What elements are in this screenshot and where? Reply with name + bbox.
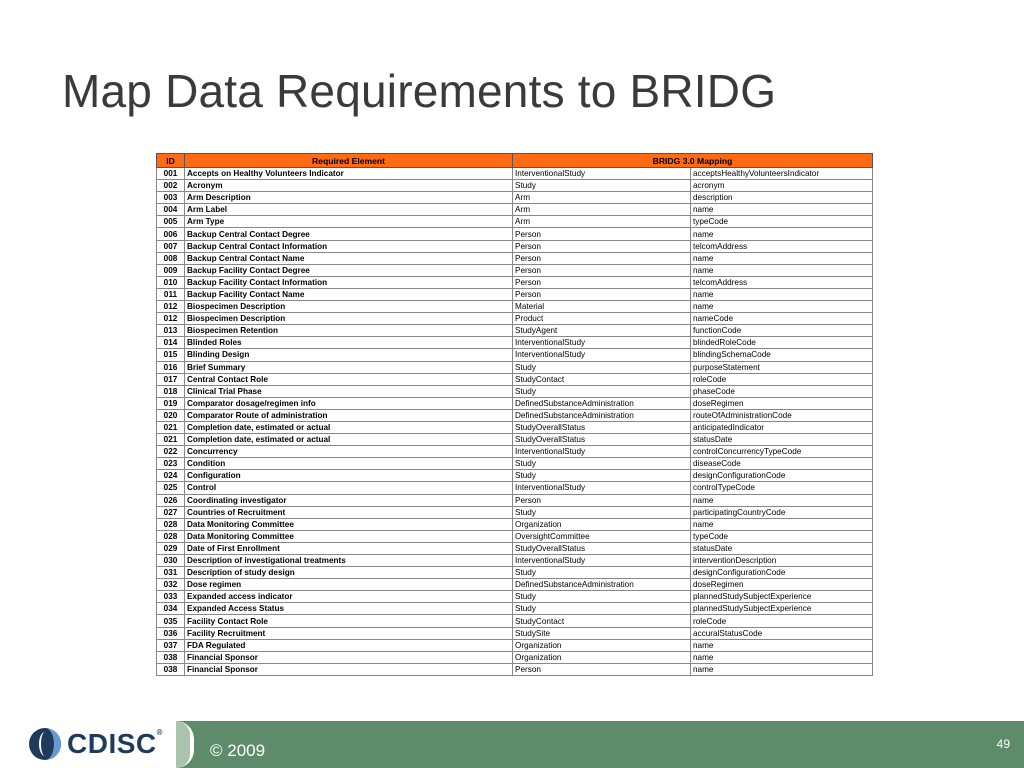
cell-id: 028 — [157, 518, 185, 530]
cell-bridg-attribute: name — [691, 651, 873, 663]
table-body — [157, 168, 873, 676]
cell-bridg-class: Person — [513, 288, 691, 300]
cell-id: 002 — [157, 180, 185, 192]
cell-id: 026 — [157, 494, 185, 506]
cell-bridg-class: DefinedSubstanceAdministration — [513, 579, 691, 591]
table-row — [157, 361, 873, 373]
cell-id: 004 — [157, 204, 185, 216]
table-row — [157, 506, 873, 518]
cell-required-element: FDA Regulated — [185, 639, 513, 651]
cell-bridg-attribute: blindedRoleCode — [691, 337, 873, 349]
cell-id: 032 — [157, 579, 185, 591]
cell-bridg-class: Study — [513, 470, 691, 482]
cell-bridg-attribute: controlTypeCode — [691, 482, 873, 494]
table-row — [157, 192, 873, 204]
cell-id: 012 — [157, 301, 185, 313]
cdisc-logo-text: CDISC® — [67, 728, 164, 759]
cell-bridg-class: StudyAgent — [513, 325, 691, 337]
cell-required-element: Backup Central Contact Name — [185, 252, 513, 264]
cell-bridg-attribute: name — [691, 228, 873, 240]
table-row — [157, 651, 873, 663]
cell-id: 007 — [157, 240, 185, 252]
cell-bridg-class: StudyOverallStatus — [513, 421, 691, 433]
table-row — [157, 518, 873, 530]
cell-required-element: Completion date, estimated or actual — [185, 421, 513, 433]
table-row — [157, 482, 873, 494]
cell-required-element: Financial Sponsor — [185, 651, 513, 663]
cell-bridg-class: Person — [513, 264, 691, 276]
cell-bridg-class: InterventionalStudy — [513, 168, 691, 180]
cell-id: 009 — [157, 264, 185, 276]
table-row — [157, 276, 873, 288]
cell-required-element: Blinding Design — [185, 349, 513, 361]
cell-bridg-class: OversightCommittee — [513, 530, 691, 542]
cell-required-element: Arm Label — [185, 204, 513, 216]
cell-id: 028 — [157, 530, 185, 542]
cell-id: 036 — [157, 627, 185, 639]
cell-bridg-class: Person — [513, 252, 691, 264]
cell-bridg-attribute: name — [691, 264, 873, 276]
cell-bridg-attribute: roleCode — [691, 373, 873, 385]
cell-bridg-attribute: designConfigurationCode — [691, 470, 873, 482]
table-row — [157, 264, 873, 276]
cell-bridg-attribute: statusDate — [691, 434, 873, 446]
cell-bridg-class: Study — [513, 180, 691, 192]
footer-band — [178, 721, 1024, 768]
cell-required-element: Financial Sponsor — [185, 663, 513, 675]
cell-id: 035 — [157, 615, 185, 627]
mapping-table — [156, 153, 873, 676]
cell-required-element: Coordinating investigator — [185, 494, 513, 506]
cell-bridg-attribute: roleCode — [691, 615, 873, 627]
table-row — [157, 216, 873, 228]
table-row — [157, 409, 873, 421]
table-row — [157, 313, 873, 325]
cell-bridg-attribute: name — [691, 301, 873, 313]
table-row — [157, 421, 873, 433]
cell-id: 031 — [157, 567, 185, 579]
cell-bridg-class: InterventionalStudy — [513, 337, 691, 349]
cell-id: 024 — [157, 470, 185, 482]
cell-bridg-attribute: controlConcurrencyTypeCode — [691, 446, 873, 458]
cell-id: 006 — [157, 228, 185, 240]
cell-required-element: Configuration — [185, 470, 513, 482]
cell-bridg-class: InterventionalStudy — [513, 446, 691, 458]
cell-bridg-attribute: blindingSchemaCode — [691, 349, 873, 361]
table-row — [157, 252, 873, 264]
cell-required-element: Expanded Access Status — [185, 603, 513, 615]
cell-bridg-class: Study — [513, 385, 691, 397]
cell-bridg-attribute: routeOfAdministrationCode — [691, 409, 873, 421]
cell-bridg-attribute: name — [691, 639, 873, 651]
cell-required-element: Comparator dosage/regimen info — [185, 397, 513, 409]
cell-bridg-class: Product — [513, 313, 691, 325]
cell-required-element: Condition — [185, 458, 513, 470]
cell-bridg-class: Person — [513, 276, 691, 288]
cell-bridg-class: Arm — [513, 192, 691, 204]
cell-bridg-class: StudyContact — [513, 373, 691, 385]
footer-copyright: © 2009 — [210, 741, 266, 760]
cell-id: 033 — [157, 591, 185, 603]
cell-bridg-class: StudySite — [513, 627, 691, 639]
table-row — [157, 615, 873, 627]
cell-bridg-class: InterventionalStudy — [513, 555, 691, 567]
cell-bridg-class: Material — [513, 301, 691, 313]
cell-bridg-class: Person — [513, 494, 691, 506]
cell-bridg-class: Organization — [513, 651, 691, 663]
table-row — [157, 385, 873, 397]
cell-bridg-attribute: acronym — [691, 180, 873, 192]
cell-id: 025 — [157, 482, 185, 494]
cell-bridg-class: InterventionalStudy — [513, 482, 691, 494]
cell-required-element: Countries of Recruitment — [185, 506, 513, 518]
cell-bridg-attribute: acceptsHealthyVolunteersIndicator — [691, 168, 873, 180]
table-row — [157, 494, 873, 506]
cell-required-element: Blinded Roles — [185, 337, 513, 349]
cell-bridg-attribute: statusDate — [691, 542, 873, 554]
cell-id: 016 — [157, 361, 185, 373]
cell-bridg-attribute: nameCode — [691, 313, 873, 325]
table-row — [157, 470, 873, 482]
cell-required-element: Acronym — [185, 180, 513, 192]
cell-id: 013 — [157, 325, 185, 337]
cell-required-element: Biospecimen Description — [185, 313, 513, 325]
cell-bridg-class: Study — [513, 458, 691, 470]
table-row — [157, 555, 873, 567]
cell-required-element: Concurrency — [185, 446, 513, 458]
cell-id: 003 — [157, 192, 185, 204]
table-row — [157, 639, 873, 651]
footer-divider-accent — [176, 721, 190, 768]
table-row — [157, 168, 873, 180]
cell-bridg-attribute: name — [691, 252, 873, 264]
cell-id: 029 — [157, 542, 185, 554]
cell-required-element: Brief Summary — [185, 361, 513, 373]
cell-bridg-class: Person — [513, 663, 691, 675]
slide-title: Map Data Requirements to BRIDG — [62, 65, 777, 117]
cell-required-element: Data Monitoring Committee — [185, 530, 513, 542]
cell-required-element: Backup Facility Contact Degree — [185, 264, 513, 276]
registered-mark: ® — [156, 728, 164, 737]
cell-required-element: Clinical Trial Phase — [185, 385, 513, 397]
cell-bridg-class: StudyContact — [513, 615, 691, 627]
cell-required-element: Comparator Route of administration — [185, 409, 513, 421]
table-row — [157, 542, 873, 554]
cell-id: 008 — [157, 252, 185, 264]
cell-bridg-class: StudyOverallStatus — [513, 542, 691, 554]
table-row — [157, 579, 873, 591]
cell-bridg-class: Person — [513, 240, 691, 252]
cell-bridg-attribute: name — [691, 288, 873, 300]
cell-id: 012 — [157, 313, 185, 325]
cell-bridg-attribute: functionCode — [691, 325, 873, 337]
table-row — [157, 373, 873, 385]
cell-bridg-class: DefinedSubstanceAdministration — [513, 397, 691, 409]
cell-required-element: Backup Central Contact Information — [185, 240, 513, 252]
cell-id: 021 — [157, 434, 185, 446]
cell-id: 023 — [157, 458, 185, 470]
cell-bridg-class: Study — [513, 506, 691, 518]
cell-id: 027 — [157, 506, 185, 518]
cell-required-element: Control — [185, 482, 513, 494]
cell-required-element: Biospecimen Retention — [185, 325, 513, 337]
table-row — [157, 591, 873, 603]
cell-id: 037 — [157, 639, 185, 651]
cell-id: 001 — [157, 168, 185, 180]
cell-id: 010 — [157, 276, 185, 288]
table-row — [157, 663, 873, 675]
cell-bridg-attribute: phaseCode — [691, 385, 873, 397]
footer-bar — [0, 721, 1024, 768]
table-row — [157, 434, 873, 446]
cell-required-element: Data Monitoring Committee — [185, 518, 513, 530]
cell-required-element: Arm Description — [185, 192, 513, 204]
cell-bridg-attribute: description — [691, 192, 873, 204]
table-row — [157, 204, 873, 216]
header-id: ID — [157, 154, 185, 168]
cell-bridg-class: Organization — [513, 518, 691, 530]
cell-required-element: Arm Type — [185, 216, 513, 228]
cell-bridg-class: Person — [513, 228, 691, 240]
cell-id: 015 — [157, 349, 185, 361]
table-row — [157, 458, 873, 470]
cell-bridg-class: Study — [513, 361, 691, 373]
cell-bridg-attribute: anticipatedIndicator — [691, 421, 873, 433]
table-row — [157, 349, 873, 361]
cell-bridg-attribute: typeCode — [691, 216, 873, 228]
cell-required-element: Central Contact Role — [185, 373, 513, 385]
cell-required-element: Biospecimen Description — [185, 301, 513, 313]
cell-bridg-attribute: interventionDescription — [691, 555, 873, 567]
table-row — [157, 180, 873, 192]
cell-bridg-attribute: doseRegimen — [691, 579, 873, 591]
cell-id: 034 — [157, 603, 185, 615]
cell-id: 022 — [157, 446, 185, 458]
cell-id: 038 — [157, 651, 185, 663]
cell-required-element: Completion date, estimated or actual — [185, 434, 513, 446]
table-row — [157, 446, 873, 458]
cell-bridg-attribute: plannedStudySubjectExperience — [691, 603, 873, 615]
cell-bridg-attribute: accuralStatusCode — [691, 627, 873, 639]
cell-bridg-attribute: doseRegimen — [691, 397, 873, 409]
cell-id: 019 — [157, 397, 185, 409]
cell-bridg-class: Arm — [513, 204, 691, 216]
cell-bridg-class: InterventionalStudy — [513, 349, 691, 361]
cell-bridg-class: StudyOverallStatus — [513, 434, 691, 446]
table-row — [157, 325, 873, 337]
cell-required-element: Accepts on Healthy Volunteers Indicator — [185, 168, 513, 180]
cell-bridg-class: DefinedSubstanceAdministration — [513, 409, 691, 421]
cell-required-element: Facility Recruitment — [185, 627, 513, 639]
cell-bridg-attribute: typeCode — [691, 530, 873, 542]
cell-id: 011 — [157, 288, 185, 300]
cell-id: 018 — [157, 385, 185, 397]
header-bridg-mapping: BRIDG 3.0 Mapping — [513, 154, 873, 168]
cell-bridg-attribute: purposeStatement — [691, 361, 873, 373]
cell-bridg-attribute: name — [691, 494, 873, 506]
table-row — [157, 627, 873, 639]
cell-required-element: Backup Facility Contact Information — [185, 276, 513, 288]
cell-id: 030 — [157, 555, 185, 567]
mapping-table-container — [156, 153, 872, 676]
cell-bridg-class: Study — [513, 567, 691, 579]
cell-bridg-attribute: telcomAddress — [691, 240, 873, 252]
cell-bridg-class: Study — [513, 603, 691, 615]
cell-required-element: Description of investigational treatments — [185, 555, 513, 567]
table-row — [157, 567, 873, 579]
page-number: 49 — [996, 737, 1010, 751]
cell-bridg-class: Organization — [513, 639, 691, 651]
table-row — [157, 240, 873, 252]
cell-bridg-class: Study — [513, 591, 691, 603]
cell-bridg-attribute: participatingCountryCode — [691, 506, 873, 518]
table-row — [157, 530, 873, 542]
table-row — [157, 301, 873, 313]
cell-id: 020 — [157, 409, 185, 421]
cell-required-element: Backup Central Contact Degree — [185, 228, 513, 240]
cell-bridg-class: Arm — [513, 216, 691, 228]
table-row — [157, 337, 873, 349]
cell-id: 014 — [157, 337, 185, 349]
cell-id: 038 — [157, 663, 185, 675]
cell-id: 017 — [157, 373, 185, 385]
cell-bridg-attribute: diseaseCode — [691, 458, 873, 470]
table-row — [157, 228, 873, 240]
cell-bridg-attribute: name — [691, 204, 873, 216]
table-row — [157, 288, 873, 300]
cell-required-element: Description of study design — [185, 567, 513, 579]
cell-bridg-attribute: telcomAddress — [691, 276, 873, 288]
cell-bridg-attribute: name — [691, 663, 873, 675]
cell-bridg-attribute: plannedStudySubjectExperience — [691, 591, 873, 603]
cell-required-element: Expanded access indicator — [185, 591, 513, 603]
table-header-row — [157, 154, 873, 168]
cell-required-element: Dose regimen — [185, 579, 513, 591]
header-required-element: Required Element — [185, 154, 513, 168]
cell-required-element: Backup Facility Contact Name — [185, 288, 513, 300]
cell-required-element: Date of First Enrollment — [185, 542, 513, 554]
cell-required-element: Facility Contact Role — [185, 615, 513, 627]
cell-bridg-attribute: designConfigurationCode — [691, 567, 873, 579]
cell-id: 021 — [157, 421, 185, 433]
cell-bridg-attribute: name — [691, 518, 873, 530]
table-row — [157, 603, 873, 615]
table-row — [157, 397, 873, 409]
cell-id: 005 — [157, 216, 185, 228]
